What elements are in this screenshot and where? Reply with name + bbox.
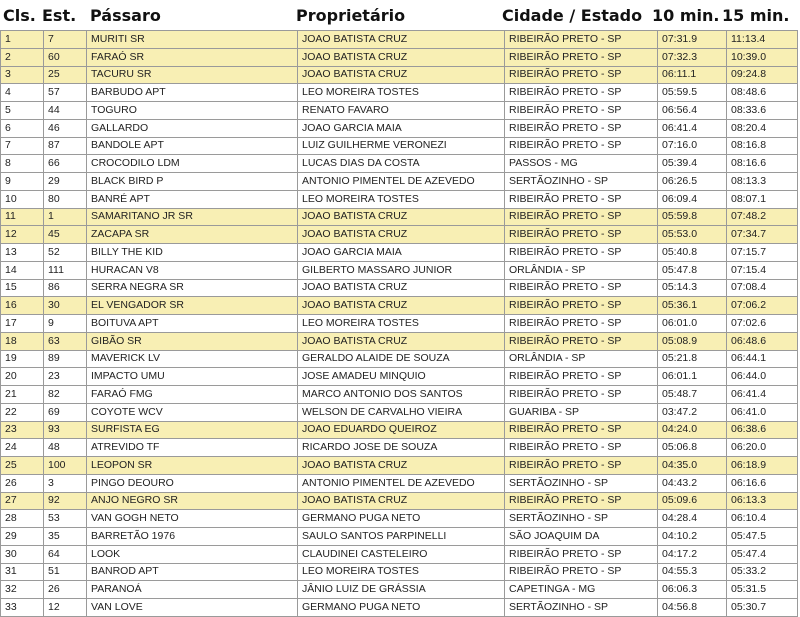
city-cell: RIBEIRÃO PRETO - SP	[505, 457, 658, 475]
time-15min-cell: 05:47.4	[727, 545, 798, 563]
city-cell: RIBEIRÃO PRETO - SP	[505, 190, 658, 208]
rank-cell: 28	[1, 510, 44, 528]
city-cell: RIBEIRÃO PRETO - SP	[505, 368, 658, 386]
time-15min-cell: 06:41.4	[727, 386, 798, 404]
city-cell: RIBEIRÃO PRETO - SP	[505, 226, 658, 244]
time-15min-cell: 06:13.3	[727, 492, 798, 510]
owner-cell: JOAO BATISTA CRUZ	[298, 457, 505, 475]
bird-name-cell: FARAÓ SR	[87, 48, 298, 66]
owner-cell: RICARDO JOSE DE SOUZA	[298, 439, 505, 457]
owner-cell: MARCO ANTONIO DOS SANTOS	[298, 386, 505, 404]
time-15min-cell: 06:16.6	[727, 474, 798, 492]
time-15min-cell: 07:34.7	[727, 226, 798, 244]
time-10min-cell: 07:32.3	[658, 48, 727, 66]
station-cell: 3	[44, 474, 87, 492]
owner-cell: CLAUDINEI CASTELEIRO	[298, 545, 505, 563]
bird-name-cell: BARRETÃO 1976	[87, 528, 298, 546]
station-cell: 87	[44, 137, 87, 155]
station-cell: 46	[44, 119, 87, 137]
rank-cell: 17	[1, 315, 44, 333]
time-15min-cell: 06:20.0	[727, 439, 798, 457]
bird-name-cell: EL VENGADOR SR	[87, 297, 298, 315]
time-10min-cell: 05:39.4	[658, 155, 727, 173]
rank-cell: 18	[1, 332, 44, 350]
station-cell: 35	[44, 528, 87, 546]
time-10min-cell: 07:16.0	[658, 137, 727, 155]
bird-name-cell: FARAÓ FMG	[87, 386, 298, 404]
station-cell: 100	[44, 457, 87, 475]
city-cell: RIBEIRÃO PRETO - SP	[505, 297, 658, 315]
station-cell: 80	[44, 190, 87, 208]
city-cell: RIBEIRÃO PRETO - SP	[505, 421, 658, 439]
bird-name-cell: ANJO NEGRO SR	[87, 492, 298, 510]
rank-cell: 33	[1, 599, 44, 617]
rank-cell: 26	[1, 474, 44, 492]
owner-cell: GILBERTO MASSARO JUNIOR	[298, 261, 505, 279]
station-cell: 7	[44, 31, 87, 49]
time-15min-cell: 07:48.2	[727, 208, 798, 226]
table-row	[1, 31, 798, 49]
table-row	[1, 510, 798, 528]
time-10min-cell: 06:11.1	[658, 66, 727, 84]
owner-cell: JOAO GARCIA MAIA	[298, 244, 505, 262]
owner-cell: JOAO GARCIA MAIA	[298, 119, 505, 137]
station-cell: 93	[44, 421, 87, 439]
time-10min-cell: 06:01.1	[658, 368, 727, 386]
time-15min-cell: 06:48.6	[727, 332, 798, 350]
time-10min-cell: 04:55.3	[658, 563, 727, 581]
time-15min-cell: 06:41.0	[727, 403, 798, 421]
header-cls: Cls.	[3, 6, 36, 25]
owner-cell: LUIZ GUILHERME VERONEZI	[298, 137, 505, 155]
rank-cell: 2	[1, 48, 44, 66]
table-row	[1, 84, 798, 102]
rank-cell: 3	[1, 66, 44, 84]
time-10min-cell: 04:28.4	[658, 510, 727, 528]
bird-name-cell: BANROD APT	[87, 563, 298, 581]
rank-cell: 24	[1, 439, 44, 457]
rank-cell: 22	[1, 403, 44, 421]
time-15min-cell: 05:47.5	[727, 528, 798, 546]
time-15min-cell: 08:13.3	[727, 173, 798, 191]
city-cell: GUARIBA - SP	[505, 403, 658, 421]
time-10min-cell: 06:56.4	[658, 102, 727, 120]
time-15min-cell: 06:10.4	[727, 510, 798, 528]
time-10min-cell: 06:06.3	[658, 581, 727, 599]
city-cell: RIBEIRÃO PRETO - SP	[505, 102, 658, 120]
rank-cell: 5	[1, 102, 44, 120]
time-15min-cell: 08:20.4	[727, 119, 798, 137]
time-10min-cell: 04:17.2	[658, 545, 727, 563]
station-cell: 57	[44, 84, 87, 102]
owner-cell: JOAO BATISTA CRUZ	[298, 208, 505, 226]
bird-name-cell: MAVERICK LV	[87, 350, 298, 368]
owner-cell: LEO MOREIRA TOSTES	[298, 563, 505, 581]
table-row	[1, 102, 798, 120]
station-cell: 51	[44, 563, 87, 581]
bird-name-cell: LOOK	[87, 545, 298, 563]
header-15min: 15 min.	[722, 6, 790, 25]
owner-cell: JOSE AMADEU MINQUIO	[298, 368, 505, 386]
owner-cell: GERMANO PUGA NETO	[298, 510, 505, 528]
table-row	[1, 439, 798, 457]
station-cell: 69	[44, 403, 87, 421]
table-header	[0, 0, 800, 30]
city-cell: RIBEIRÃO PRETO - SP	[505, 244, 658, 262]
city-cell: RIBEIRÃO PRETO - SP	[505, 386, 658, 404]
city-cell: RIBEIRÃO PRETO - SP	[505, 315, 658, 333]
table-row	[1, 403, 798, 421]
station-cell: 64	[44, 545, 87, 563]
time-15min-cell: 06:44.0	[727, 368, 798, 386]
city-cell: RIBEIRÃO PRETO - SP	[505, 137, 658, 155]
time-10min-cell: 04:24.0	[658, 421, 727, 439]
rank-cell: 32	[1, 581, 44, 599]
table-row	[1, 492, 798, 510]
time-10min-cell: 05:59.5	[658, 84, 727, 102]
owner-cell: JOAO BATISTA CRUZ	[298, 48, 505, 66]
owner-cell: LUCAS DIAS DA COSTA	[298, 155, 505, 173]
owner-cell: JOAO BATISTA CRUZ	[298, 31, 505, 49]
table-row	[1, 350, 798, 368]
city-cell: RIBEIRÃO PRETO - SP	[505, 332, 658, 350]
rank-cell: 10	[1, 190, 44, 208]
station-cell: 48	[44, 439, 87, 457]
table-row	[1, 190, 798, 208]
table-row	[1, 173, 798, 191]
rank-cell: 13	[1, 244, 44, 262]
rank-cell: 11	[1, 208, 44, 226]
bird-name-cell: GALLARDO	[87, 119, 298, 137]
owner-cell: JOAO BATISTA CRUZ	[298, 492, 505, 510]
table-row	[1, 368, 798, 386]
time-10min-cell: 06:01.0	[658, 315, 727, 333]
ranking-table	[0, 30, 798, 617]
time-15min-cell: 08:16.8	[727, 137, 798, 155]
time-10min-cell: 05:59.8	[658, 208, 727, 226]
time-10min-cell: 06:41.4	[658, 119, 727, 137]
city-cell: RIBEIRÃO PRETO - SP	[505, 492, 658, 510]
time-15min-cell: 08:48.6	[727, 84, 798, 102]
bird-name-cell: ATREVIDO TF	[87, 439, 298, 457]
time-10min-cell: 06:09.4	[658, 190, 727, 208]
station-cell: 92	[44, 492, 87, 510]
rank-cell: 21	[1, 386, 44, 404]
table-row	[1, 226, 798, 244]
city-cell: RIBEIRÃO PRETO - SP	[505, 119, 658, 137]
bird-name-cell: MURITI SR	[87, 31, 298, 49]
station-cell: 30	[44, 297, 87, 315]
rank-cell: 30	[1, 545, 44, 563]
time-15min-cell: 10:39.0	[727, 48, 798, 66]
station-cell: 1	[44, 208, 87, 226]
rank-cell: 1	[1, 31, 44, 49]
time-15min-cell: 08:33.6	[727, 102, 798, 120]
time-10min-cell: 05:09.6	[658, 492, 727, 510]
owner-cell: JÂNIO LUIZ DE GRÁSSIA	[298, 581, 505, 599]
bird-name-cell: GIBÃO SR	[87, 332, 298, 350]
station-cell: 60	[44, 48, 87, 66]
table-row	[1, 386, 798, 404]
bird-name-cell: VAN GOGH NETO	[87, 510, 298, 528]
bird-name-cell: SURFISTA EG	[87, 421, 298, 439]
rank-cell: 25	[1, 457, 44, 475]
city-cell: RIBEIRÃO PRETO - SP	[505, 208, 658, 226]
table-row	[1, 261, 798, 279]
time-10min-cell: 05:08.9	[658, 332, 727, 350]
time-10min-cell: 05:47.8	[658, 261, 727, 279]
city-cell: RIBEIRÃO PRETO - SP	[505, 31, 658, 49]
table-row	[1, 457, 798, 475]
rank-cell: 4	[1, 84, 44, 102]
table-row	[1, 581, 798, 599]
time-10min-cell: 05:21.8	[658, 350, 727, 368]
station-cell: 53	[44, 510, 87, 528]
bird-name-cell: BARBUDO APT	[87, 84, 298, 102]
rank-cell: 15	[1, 279, 44, 297]
rank-cell: 16	[1, 297, 44, 315]
header-est: Est.	[42, 6, 77, 25]
owner-cell: RENATO FAVARO	[298, 102, 505, 120]
owner-cell: LEO MOREIRA TOSTES	[298, 190, 505, 208]
station-cell: 45	[44, 226, 87, 244]
bird-name-cell: PINGO DEOURO	[87, 474, 298, 492]
rank-cell: 9	[1, 173, 44, 191]
owner-cell: ANTONIO PIMENTEL DE AZEVEDO	[298, 474, 505, 492]
time-15min-cell: 07:08.4	[727, 279, 798, 297]
station-cell: 89	[44, 350, 87, 368]
bird-name-cell: BLACK BIRD P	[87, 173, 298, 191]
table-row	[1, 48, 798, 66]
station-cell: 66	[44, 155, 87, 173]
rank-cell: 14	[1, 261, 44, 279]
city-cell: RIBEIRÃO PRETO - SP	[505, 66, 658, 84]
time-15min-cell: 06:18.9	[727, 457, 798, 475]
bird-name-cell: ZACAPA SR	[87, 226, 298, 244]
table-row	[1, 315, 798, 333]
table-row	[1, 528, 798, 546]
bird-name-cell: PARANOÁ	[87, 581, 298, 599]
header-owner: Proprietário	[296, 6, 406, 25]
rank-cell: 7	[1, 137, 44, 155]
header-bird: Pássaro	[90, 6, 161, 25]
time-10min-cell: 05:36.1	[658, 297, 727, 315]
owner-cell: JOAO BATISTA CRUZ	[298, 297, 505, 315]
table-row	[1, 244, 798, 262]
city-cell: RIBEIRÃO PRETO - SP	[505, 545, 658, 563]
city-cell: RIBEIRÃO PRETO - SP	[505, 48, 658, 66]
station-cell: 26	[44, 581, 87, 599]
time-10min-cell: 03:47.2	[658, 403, 727, 421]
city-cell: PASSOS - MG	[505, 155, 658, 173]
owner-cell: JOAO BATISTA CRUZ	[298, 226, 505, 244]
table-row	[1, 66, 798, 84]
owner-cell: JOAO BATISTA CRUZ	[298, 279, 505, 297]
bird-name-cell: TOGURO	[87, 102, 298, 120]
city-cell: SÃO JOAQUIM DA	[505, 528, 658, 546]
bird-name-cell: SAMARITANO JR SR	[87, 208, 298, 226]
table-row	[1, 474, 798, 492]
owner-cell: GERMANO PUGA NETO	[298, 599, 505, 617]
city-cell: RIBEIRÃO PRETO - SP	[505, 563, 658, 581]
rank-cell: 23	[1, 421, 44, 439]
time-10min-cell: 05:53.0	[658, 226, 727, 244]
owner-cell: LEO MOREIRA TOSTES	[298, 315, 505, 333]
time-10min-cell: 07:31.9	[658, 31, 727, 49]
city-cell: ORLÂNDIA - SP	[505, 261, 658, 279]
time-15min-cell: 05:30.7	[727, 599, 798, 617]
station-cell: 111	[44, 261, 87, 279]
city-cell: RIBEIRÃO PRETO - SP	[505, 279, 658, 297]
station-cell: 25	[44, 66, 87, 84]
city-cell: SERTÃOZINHO - SP	[505, 510, 658, 528]
bird-name-cell: SERRA NEGRA SR	[87, 279, 298, 297]
table-row	[1, 297, 798, 315]
time-10min-cell: 06:26.5	[658, 173, 727, 191]
bird-name-cell: BANDOLE APT	[87, 137, 298, 155]
time-15min-cell: 06:38.6	[727, 421, 798, 439]
station-cell: 63	[44, 332, 87, 350]
city-cell: SERTÃOZINHO - SP	[505, 474, 658, 492]
station-cell: 86	[44, 279, 87, 297]
table-row	[1, 155, 798, 173]
table-row	[1, 332, 798, 350]
bird-name-cell: HURACAN V8	[87, 261, 298, 279]
time-10min-cell: 04:35.0	[658, 457, 727, 475]
city-cell: RIBEIRÃO PRETO - SP	[505, 84, 658, 102]
owner-cell: JOAO EDUARDO QUEIROZ	[298, 421, 505, 439]
table-row	[1, 137, 798, 155]
time-10min-cell: 05:06.8	[658, 439, 727, 457]
time-10min-cell: 05:40.8	[658, 244, 727, 262]
station-cell: 23	[44, 368, 87, 386]
rank-cell: 29	[1, 528, 44, 546]
city-cell: RIBEIRÃO PRETO - SP	[505, 439, 658, 457]
table-row	[1, 563, 798, 581]
station-cell: 9	[44, 315, 87, 333]
time-15min-cell: 09:24.8	[727, 66, 798, 84]
table-row	[1, 599, 798, 617]
city-cell: CAPETINGA - MG	[505, 581, 658, 599]
time-15min-cell: 07:15.7	[727, 244, 798, 262]
rank-cell: 27	[1, 492, 44, 510]
rank-cell: 12	[1, 226, 44, 244]
time-10min-cell: 05:14.3	[658, 279, 727, 297]
station-cell: 82	[44, 386, 87, 404]
table-row	[1, 279, 798, 297]
owner-cell: JOAO BATISTA CRUZ	[298, 332, 505, 350]
time-10min-cell: 04:10.2	[658, 528, 727, 546]
city-cell: SERTÃOZINHO - SP	[505, 599, 658, 617]
city-cell: ORLÂNDIA - SP	[505, 350, 658, 368]
time-15min-cell: 05:31.5	[727, 581, 798, 599]
station-cell: 29	[44, 173, 87, 191]
table-row	[1, 119, 798, 137]
table-row	[1, 208, 798, 226]
time-15min-cell: 06:44.1	[727, 350, 798, 368]
table-row	[1, 421, 798, 439]
station-cell: 12	[44, 599, 87, 617]
time-10min-cell: 04:43.2	[658, 474, 727, 492]
bird-name-cell: LEOPON SR	[87, 457, 298, 475]
bird-name-cell: BOITUVA APT	[87, 315, 298, 333]
time-15min-cell: 11:13.4	[727, 31, 798, 49]
time-15min-cell: 07:02.6	[727, 315, 798, 333]
owner-cell: LEO MOREIRA TOSTES	[298, 84, 505, 102]
header-city: Cidade / Estado	[502, 6, 643, 25]
owner-cell: JOAO BATISTA CRUZ	[298, 66, 505, 84]
rank-cell: 19	[1, 350, 44, 368]
rank-cell: 20	[1, 368, 44, 386]
time-15min-cell: 07:06.2	[727, 297, 798, 315]
owner-cell: ANTONIO PIMENTEL DE AZEVEDO	[298, 173, 505, 191]
table-row	[1, 545, 798, 563]
owner-cell: SAULO SANTOS PARPINELLI	[298, 528, 505, 546]
bird-name-cell: VAN LOVE	[87, 599, 298, 617]
time-10min-cell: 05:48.7	[658, 386, 727, 404]
bird-name-cell: TACURU SR	[87, 66, 298, 84]
city-cell: SERTÃOZINHO - SP	[505, 173, 658, 191]
time-15min-cell: 07:15.4	[727, 261, 798, 279]
rank-cell: 8	[1, 155, 44, 173]
owner-cell: WELSON DE CARVALHO VIEIRA	[298, 403, 505, 421]
rank-cell: 6	[1, 119, 44, 137]
time-15min-cell: 08:07.1	[727, 190, 798, 208]
bird-name-cell: BILLY THE KID	[87, 244, 298, 262]
time-15min-cell: 05:33.2	[727, 563, 798, 581]
time-10min-cell: 04:56.8	[658, 599, 727, 617]
owner-cell: GERALDO ALAIDE DE SOUZA	[298, 350, 505, 368]
ranking-table-body	[1, 31, 798, 617]
bird-name-cell: BANRÉ APT	[87, 190, 298, 208]
bird-name-cell: CROCODILO LDM	[87, 155, 298, 173]
bird-name-cell: COYOTE WCV	[87, 403, 298, 421]
station-cell: 44	[44, 102, 87, 120]
header-10min: 10 min.	[652, 6, 720, 25]
station-cell: 52	[44, 244, 87, 262]
rank-cell: 31	[1, 563, 44, 581]
time-15min-cell: 08:16.6	[727, 155, 798, 173]
bird-name-cell: IMPACTO UMU	[87, 368, 298, 386]
